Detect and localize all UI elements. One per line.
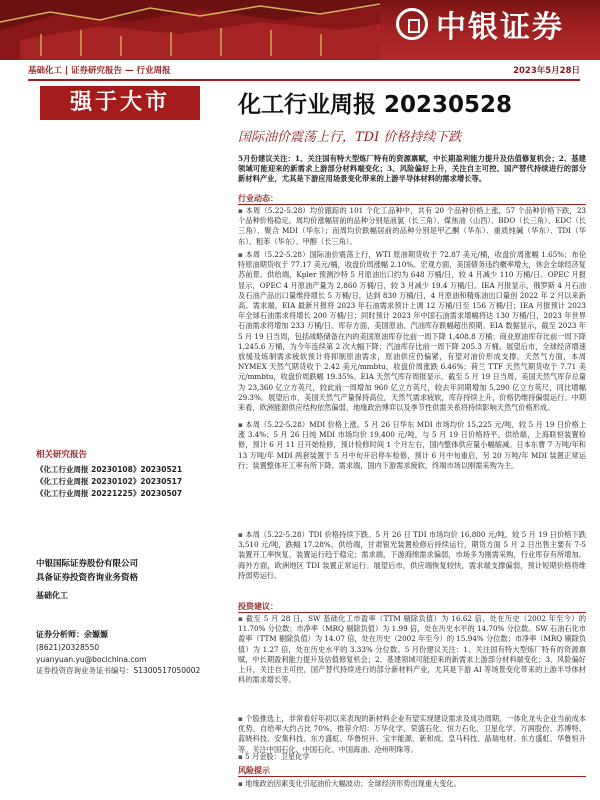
analyst-info <box>36 628 221 677</box>
analyst-email[interactable]: yuanyuan.yu@bocichina.com <box>36 654 147 664</box>
report-date: 2023年5月28日 <box>513 66 580 76</box>
related-reports <box>36 448 221 500</box>
forbidden-city-roof-image <box>0 0 380 60</box>
risk-heading: 风险提示 <box>238 766 270 775</box>
section-divider <box>238 612 586 613</box>
paragraph-golden-stock: ▪ 5 月金股：卫星化学 <box>238 752 586 762</box>
related-reports-heading: 相关研究报告 <box>36 450 88 460</box>
paragraph-tdi: ▪ 本周（5.22-5.28）TDI 价格持续下跌。5 月 26 日 TDI 市场均价 16,800 元/吨，较 5 月 19 日价格下跌 3,510 元/吨，跌幅 17.28%。供给端，甘肃银光装置检修后持续运行，期货方面 5 月 2 日出售主要有 7-5 装置开工率恢复，装置运行趋于稳定；需求端，下游海绵需求偏弱，市场多为刚需采购，行业库存有所增加。海外方面，欧洲地区 TDI 装置正常运行。展望后市，供应端恢复较快，需求端支撑偏弱，预计短期价格将维持弱势运行。 <box>238 530 586 581</box>
header-divider <box>28 79 580 81</box>
summary-text: 5月份建议关注：1、关注国有特大型炼厂特有的资源禀赋，中长期盈利能力提升及估值修复机会；2、基建领域可能迎来的新需求上游部分材料端变化；3、风险偏好上升，关注自主可控、国产替代持续进行的部分新材料产业，尤其是下游应用场景变化带来的上游半导体材料的需求增长等。 <box>238 154 586 184</box>
report-subtitle: 国际油价震荡上行，TDI 价格持续下跌 <box>238 130 462 145</box>
company-name: 中银国际证券股份有限公司 <box>36 559 139 569</box>
brand-name: 中银证券 <box>436 10 564 45</box>
paragraph-price-tracking: ▪ 本周（5.22-5.28）均价跟踪的 101 个化工品种中，共有 20 个品种价格上涨，57 个品种价格下跌，23 个品种价格稳定。周均价涨幅居前的品种分别是液氯（长三角）、煤焦油（山西）、BDO（长三角）、EDC（长三角）、聚合 MDI（华东）；而周均价跌幅居前的品种分别是甲乙酮（华东）、重质纯碱（华东）、TDI（华东）、粗苯（华东）、甲醇（长三角）。 <box>238 206 586 247</box>
risk-text: ▪ 地缘政治因素变化引起油价大幅波动；全球经济形势出现重大变化。 <box>238 779 586 789</box>
sector-label: 基础化工 <box>36 591 68 600</box>
rating-badge: 强于大市 <box>40 86 200 120</box>
related-report-link[interactable]: 《化工行业周报 20221225》20230507 <box>36 489 183 498</box>
industry-dynamics-heading: 行业动态： <box>238 194 278 203</box>
analyst-license: 证券投资咨询业务证书编号：S1300517050002 <box>36 666 201 675</box>
report-title: 化工行业周报 20230528 <box>238 92 513 118</box>
category-text: 基础化工 | 证券研究报告 — 行业周报 <box>28 66 171 76</box>
paragraph-valuation: ▪ 截至 5 月 28 日，SW 基础化工市盈率（TTM 剔除负值）为 16.62 倍，处在历史（2002 年至今）的 11.70% 分位数；市净率（MRQ 剔除负值）为 1.99 倍，处在历史水平的 14.70% 分位数。SW 石油石化市盈率（TTM 剔除负值）为 14.07 倍，处在历史（2002 年至今）的 15.94% 分位数；市净率（MRQ 剔除负值）为 1.27 倍，处在历史水平的 3.33% 分位数。5 月份建议关注：1、关注国有特大型炼厂特有的资源禀赋，中长期盈利能力提升及估值修复机会；2、基建领域可能迎来的新需求上游部分材料端变化；3、风险偏好上升，关注自主可控，国产替代持续进行的部分新材料产业，尤其是下游 AI 等场景变化带来的上游半导体材料的需求增长等。 <box>238 614 586 685</box>
category-bar <box>28 64 580 78</box>
paragraph-stock-picks: ▪ 个股推选上，非常看好年初以来表现的新材料企业有望实现建设需求及成功周期，一体化龙头企业当前成本优势、自给率大约占比 70%，推荐介绍：万华化学、荣盛石化、恒力石化、卫星化学、万润股份、苏博特、蓝晓科技、安集科技、东方盛虹、华鲁恒升、宝丰能源、新和成、皇马科技、晶瑞电材、东方盛虹、华鲁恒升等。关注中国石化、中国石化、中国海油、沧州明珠等。 <box>238 714 586 755</box>
investment-heading: 投资建议： <box>238 602 278 611</box>
analyst-name: 证券分析师：余嫄嫄 <box>36 630 108 639</box>
related-report-link[interactable]: 《化工行业周报 20230108》20230521 <box>36 465 183 474</box>
boc-logo-icon <box>396 8 428 40</box>
company-qualification: 具备证券投资咨询业务资格 <box>36 573 139 583</box>
section-divider <box>238 204 586 205</box>
related-report-link[interactable]: 《化工行业周报 20230102》20230517 <box>36 477 183 486</box>
paragraph-oil-gas: ▪ 本周（5.22-5.28）国际油价震荡上行，WTI 原油期货收于 72.87 美元/桶，收盘价周涨幅 1.65%；布伦特原油期货收于 77.17 美元/桶，收盘价周涨幅 2.10%。宏观方面，美国债务违约概率增大，休会全球经济复苏前景。供给端，Kpler 预测沙特 5 月原油出口约为 648 万桶/日，较 4 月减少 110 万桶/日。OPEC 月报显示，OPEC 4 月原油产量为 2,860 万桶/日，较 3 月减少 19.4 万桶/日。IEA 月报显示，俄罗斯 4 月石油及石油产品出口量维持增长 5 万桶/日，达到 830 万桶/日，4 月原油和精炼油出口量创 2022 年 2 月以来新高。需求端，EIA 最新月报将 2023 年石油需求预计上调 12 万桶/日至 156 万桶/日；IEA 月报预计 2023 年全球石油需求将增长 200 万桶/日；同时预计 2023 年中国石油需求增幅将达 130 万桶/日，2023 年世界石油需求将增加 233 万桶/日。库存方面，美国原油、汽油库存跌幅超出预期。EIA 数据显示，截至 2023 年 5 月 19 日当周，包括战略储备在内的美国原油库存比前一周下降 1,408.8 万桶；商业原油库存比前一周下降 1,245.6 万桶，为今年连续第 2 次大幅下降；汽油库存比前一周下降 205.3 万桶。展望后市，全球经济增速放缓及炼制需求疲软预计将抑制原油需求，原油供应仍偏紧，有望对油价形成支撑。天然气方面，本周 NYMEX 天然气期货收于 2.42 美元/mmbtu，收盘价周涨跌 6.46%；荷兰 TTF 天然气期货收于 7.71 美元/mmbtu，收盘价周跌幅 19.35%。EIA 天然气库存周报显示，截至 5 月 19 日当周，美国天然气库存总量为 23,360 亿立方英尺，较此前一周增加 960 亿立方英尺，较去年同期增加 5,290 亿立方英尺，同比增幅 29.3%。展望后市，美国天然气产量保持高位，天然气需求疲软，库存持续上升，价格仍维持偏弱运行。中期来看，欧洲能源供应结构依然偏弱，地缘政治博弈以及季节性供需关系将持续影响天然气价格形成。 <box>238 250 586 413</box>
paragraph-mdi: ▪ 本周（5.22-5.28）MDI 价格上涨。5 月 26 日华东 MDI 市场均价 15,225 元/吨，较 5 月 19 日价格上涨 3.4%；5 月 26 日纯 MDI 市场均价 19,400 元/吨，与 5 月 19 日价格持平。供给端，上海联恒装置检修，预计 6 月 11 日开始检修，预计检修时间 1 个月左右，国内整体供应量小幅缩减。日本东曹 7 万吨/年和 13 万吨/年 MDI 两套装置于 5 月中旬开启停车检修，预计 6 月中旬重启，另 20 万吨/年 MDI 装置正常运行；装置整体开工率有所下降。需求端，国内下游需求疲软，终端市场以刚需采购为主。 <box>238 420 586 471</box>
section-divider <box>238 776 586 777</box>
analyst-phone: (8621)20328550 <box>36 643 100 652</box>
company-info <box>36 557 221 603</box>
header-banner <box>0 0 600 60</box>
